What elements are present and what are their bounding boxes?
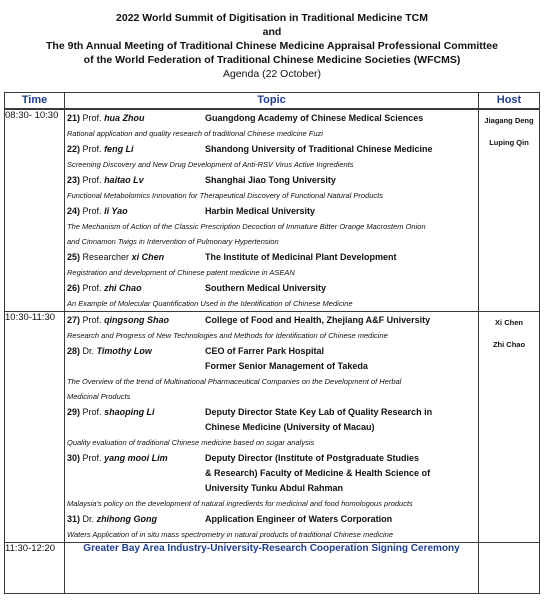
speaker-name: yang mooi Lim — [104, 453, 168, 463]
talk-number: 30) — [67, 453, 81, 463]
header-line-4: of the World Federation of Traditional Chinese Medicine Societies (WFCMS) — [83, 54, 461, 66]
talk-number: 29) — [67, 407, 81, 417]
talk-topic: Functional Metabolomics Innovation for Therapeutical Discovery of Functional Natural Products — [67, 191, 383, 200]
column-header-time: Time — [5, 93, 65, 110]
speaker — [67, 512, 205, 527]
speaker-row — [67, 313, 475, 328]
speaker-name: qingsong Shao — [104, 315, 170, 325]
talk-number: 27) — [67, 315, 81, 325]
speaker-affiliation: Shandong University of Traditional Chinese Medicine — [205, 144, 433, 154]
talk-topic: The Overview of the trend of Multinational Pharmaceutical Companies on the Development of Herbal — [67, 377, 402, 386]
speaker-affiliation-line: & Research) Faculty of Medicine & Health Science of — [205, 468, 431, 478]
header-line-3: The 9th Annual Meeting of Traditional Chinese Medicine Appraisal Professional Committee — [46, 40, 498, 52]
speaker-title: Prof. — [82, 407, 102, 417]
speaker-affiliation: Shanghai Jiao Tong University — [205, 175, 336, 185]
speaker-row — [67, 142, 475, 157]
talk-number: 25) — [67, 252, 81, 262]
speaker — [67, 405, 205, 420]
speaker-affiliation-line: Former Senior Management of Takeda — [205, 361, 368, 371]
speaker — [67, 142, 205, 157]
session-row — [5, 109, 540, 312]
ceremony-time: 11:30-12:20 — [5, 543, 65, 594]
speaker-title: Dr. — [82, 514, 95, 524]
speaker-row — [67, 512, 475, 527]
speaker — [67, 204, 205, 219]
talk-number: 28) — [67, 346, 81, 356]
speaker-name: hua Zhou — [104, 113, 145, 123]
speaker-row — [67, 405, 475, 420]
talk-topic: Waters Application of in situ mass spectrometry in natural products of traditional Chinese medicine — [67, 530, 393, 539]
talk-topic: Screening Discovery and New Drug Development of Anti-RSV Virus Active Ingredients — [67, 160, 354, 169]
speaker-name: zhi Chao — [104, 283, 142, 293]
speaker-title: Prof. — [82, 206, 102, 216]
speaker-title: Prof. — [82, 315, 102, 325]
speaker-row — [67, 281, 475, 296]
speaker-affiliation-line: Chinese Medicine (University of Macau) — [205, 422, 375, 432]
speaker-affiliation-line: University Tunku Abdul Rahman — [205, 483, 344, 493]
speaker-row — [67, 250, 475, 265]
session-time: 08:30- 10:30 — [5, 109, 65, 312]
speaker-title: Prof. — [82, 175, 102, 185]
talk-item — [65, 249, 478, 280]
speaker — [67, 344, 205, 359]
speaker-row — [67, 204, 475, 219]
agenda-table — [4, 92, 540, 594]
agenda-date: Agenda (22 October) — [222, 68, 322, 80]
agenda-header — [0, 0, 544, 81]
speaker-affiliation: Guangdong Academy of Chinese Medical Sciences — [205, 113, 424, 123]
talk-item — [65, 511, 478, 542]
talk-number: 24) — [67, 206, 81, 216]
session-topics — [65, 312, 479, 543]
speaker — [67, 451, 205, 466]
speaker-title: Prof. — [82, 453, 102, 463]
header-line-1: 2022 World Summit of Digitisation in Traditional Medicine TCM — [116, 12, 428, 24]
talk-topic: An Example of Molecular Quantification Used in the Identification of Chinese Medicine — [67, 299, 353, 308]
table-header-row — [5, 93, 540, 110]
speaker-affiliation: Deputy Director (Institute of Postgraduate Studies — [205, 453, 420, 463]
speaker — [67, 281, 205, 296]
talk-item — [65, 450, 478, 511]
speaker-affiliation: Harbin Medical University — [205, 206, 316, 216]
ceremony-row — [5, 543, 540, 594]
talk-topic: Research and Progress of New Technologies and Methods for Identification of Chinese medicine — [67, 331, 388, 340]
speaker-name: feng Li — [104, 144, 134, 154]
host-name: Zhi Chao — [492, 340, 526, 349]
talk-number: 23) — [67, 175, 81, 185]
talk-topic: Quality evaluation of traditional Chinese medicine based on sugar analysis — [67, 438, 315, 447]
speaker-title: Researcher — [82, 252, 130, 262]
speaker-name: li Yao — [104, 206, 128, 216]
speaker-title: Prof. — [82, 144, 102, 154]
speaker-affiliation: The Institute of Medicinal Plant Development — [205, 252, 397, 262]
header-line-2: and — [262, 26, 282, 38]
speaker-row — [67, 111, 475, 126]
column-header-host: Host — [479, 93, 540, 110]
speaker-title: Prof. — [82, 283, 102, 293]
host-name: Luping Qin — [489, 138, 529, 147]
host-name: Jiagang Deng — [484, 116, 534, 125]
speaker-affiliation: Southern Medical University — [205, 283, 327, 293]
speaker-affiliation: Application Engineer of Waters Corporation — [205, 514, 393, 524]
talk-topic: Registration and development of Chinese patent medicine in ASEAN — [67, 268, 295, 277]
talk-item — [65, 141, 478, 172]
speaker-row — [67, 344, 475, 359]
talk-topic: The Mechanism of Action of the Classic Prescription Decoction of Immature Bitter Orange Macrostem Onion — [67, 222, 426, 231]
speaker — [67, 250, 205, 265]
speaker — [67, 173, 205, 188]
talk-item — [65, 110, 478, 141]
speaker — [67, 313, 205, 328]
talk-topic: Rational application and quality research of traditional Chinese medicine Fuzi — [67, 129, 323, 138]
session-row — [5, 312, 540, 543]
session-topics — [65, 109, 479, 312]
speaker-name: zhihong Gong — [96, 514, 158, 524]
talk-topic: Malaysia's policy on the development of natural ingredients for medicinal and food homologous products — [67, 499, 413, 508]
column-header-topic: Topic — [65, 93, 479, 110]
session-hosts — [479, 312, 540, 543]
talk-number: 22) — [67, 144, 81, 154]
talk-number: 31) — [67, 514, 81, 524]
session-hosts — [479, 109, 540, 312]
talk-topic: Medicinal Products — [67, 392, 131, 401]
talk-item — [65, 343, 478, 404]
talk-item — [65, 203, 478, 249]
speaker-name: haitao Lv — [104, 175, 144, 185]
speaker-name: Timothy Low — [96, 346, 152, 356]
talk-item — [65, 280, 478, 311]
host-name: Xi Chen — [495, 318, 523, 327]
talk-topic: and Cinnamon Twigs in Intervention of Pulmonary Hypertension — [67, 237, 279, 246]
talk-number: 21) — [67, 113, 81, 123]
talk-item — [65, 404, 478, 450]
talk-item — [65, 312, 478, 343]
speaker — [67, 111, 205, 126]
speaker-name: xi Chen — [131, 252, 165, 262]
speaker-affiliation: CEO of Farrer Park Hospital — [205, 346, 325, 356]
agenda-body — [5, 109, 540, 594]
speaker-row — [67, 173, 475, 188]
speaker-name: shaoping Li — [104, 407, 155, 417]
speaker-title: Prof. — [82, 113, 102, 123]
talk-item — [65, 172, 478, 203]
session-time: 10:30-11:30 — [5, 312, 65, 543]
speaker-affiliation: College of Food and Health, Zhejiang A&F University — [205, 315, 431, 325]
ceremony-label: Greater Bay Area Industry-University-Research Cooperation Signing Ceremony — [65, 543, 479, 594]
speaker-affiliation: Deputy Director State Key Lab of Quality Research in — [205, 407, 433, 417]
speaker-row — [67, 451, 475, 466]
speaker-title: Dr. — [82, 346, 95, 356]
talk-number: 26) — [67, 283, 81, 293]
ceremony-host — [479, 543, 540, 594]
